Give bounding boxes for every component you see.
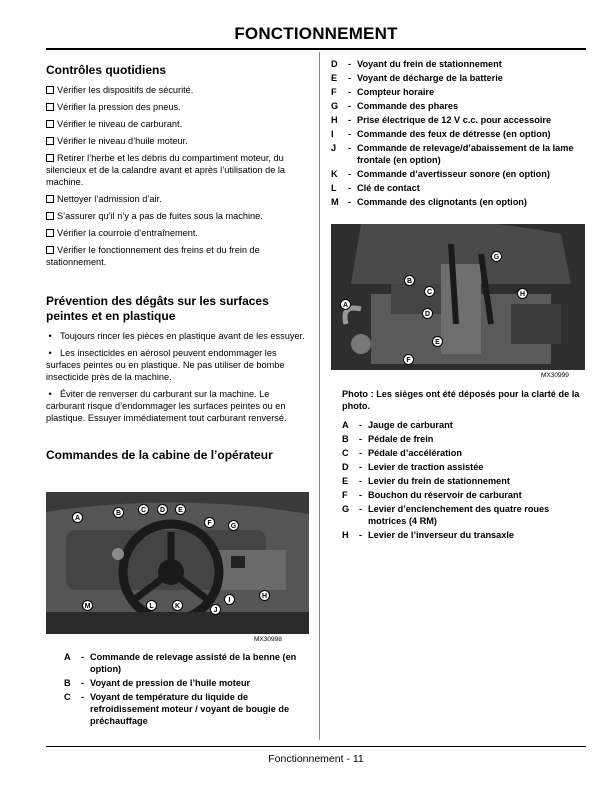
checkbox-icon — [46, 120, 54, 128]
callout-i: I — [224, 594, 235, 605]
callout-b: B — [404, 275, 415, 286]
callout-l: L — [146, 600, 157, 611]
legend-item: G - Levier d’enclenchement des quatre roues motrices (4 RM) — [342, 504, 550, 526]
legend-item: A - Commande de relevage assisté de la benne (en option) — [64, 652, 297, 674]
legend-item: C - Pédale d’accélération — [342, 448, 462, 458]
check-item: Retirer l’herbe et les débris du compartiment moteur, du silencieux et de la calandre avant et après l’utilisation de la machine. — [46, 153, 286, 187]
check-item: S’assurer qu’il n’y a pas de fuites sous la machine. — [46, 210, 308, 222]
legend-item: H - Levier de l’inverseur du transaxle — [342, 530, 515, 540]
daily-checks-title: Contrôles quotidiens — [46, 63, 166, 77]
legend-item: C - Voyant de température du liquide de refroidissement moteur / voyant de bougie de préchauffage — [64, 692, 290, 726]
callout-h: H — [517, 288, 528, 299]
callout-a: A — [72, 512, 83, 523]
check-item: Vérifier le fonctionnement des freins et du frein de stationnement. — [46, 245, 260, 267]
floor-controls-illustration — [331, 224, 585, 370]
checkbox-icon — [46, 229, 54, 237]
right-column — [331, 58, 586, 210]
checkbox-icon — [46, 154, 54, 162]
callout-a: A — [340, 299, 351, 310]
callout-g: G — [228, 520, 239, 531]
legend-item: F - Bouchon du réservoir de carburant — [342, 490, 522, 500]
legend-item: J - Commande de relevage/d’abaissement de la lame frontale (en option) — [331, 143, 574, 165]
callout-e: E — [432, 336, 443, 347]
checkbox-icon — [46, 86, 54, 94]
callout-d: D — [422, 308, 433, 319]
checkbox-icon — [46, 246, 54, 254]
legend-item: L - Clé de contact — [331, 183, 420, 193]
callout-h: H — [259, 590, 270, 601]
legend-item: G - Commande des phares — [331, 101, 459, 111]
legend-item: K - Commande d’avertisseur sonore (en option) — [331, 169, 550, 179]
prevention-title: Prévention des dégâts sur les surfaces peintes et en plastique — [46, 294, 269, 323]
legend-item: D - Voyant du frein de stationnement — [331, 59, 502, 69]
cab-legend-list-continued — [331, 58, 586, 208]
callout-k: K — [172, 600, 183, 611]
legend-item: E - Voyant de décharge de la batterie — [331, 73, 503, 83]
legend-item: H - Prise électrique de 12 V c.c. pour accessoire — [331, 115, 552, 125]
legend-item: D - Levier de traction assistée — [342, 462, 484, 472]
callout-g: G — [491, 251, 502, 262]
column-divider — [319, 52, 320, 740]
bullet-item: • Éviter de renverser du carburant sur la machine. Le carburant risque d’endommager les surfaces peintes ou en plastique. Essuyer immédiatement tout carburant renversé. — [46, 389, 287, 423]
floor-photo — [331, 224, 585, 370]
page-header: FONCTIONNEMENT — [234, 24, 398, 43]
callout-e: E — [175, 504, 186, 515]
check-item: Vérifier les dispositifs de sécurité. — [46, 84, 308, 96]
callout-m: M — [82, 600, 93, 611]
callout-f: F — [204, 517, 215, 528]
legend-item: I - Commande des feux de détresse (en option) — [331, 129, 551, 139]
cab-controls-title: Commandes de la cabine de l’opérateur — [46, 448, 273, 462]
callout-b: B — [113, 507, 124, 518]
bullet-item: • Les insecticides en aérosol peuvent endommager les surfaces peintes ou en plastique. Ne pas utiliser de bombe insecticide près de la machine. — [46, 348, 285, 382]
checkbox-icon — [46, 195, 54, 203]
header-rule — [46, 48, 586, 50]
legend-item: E - Levier du frein de stationnement — [342, 476, 510, 486]
checkbox-icon — [46, 212, 54, 220]
daily-checks-list — [46, 84, 308, 268]
check-item: Vérifier le niveau de carburant. — [46, 118, 308, 130]
bullet-item: • Toujours rincer les pièces en plastique avant de les essuyer. — [46, 331, 305, 341]
cab-photo — [46, 492, 309, 634]
legend-item: B - Voyant de pression de l’huile moteur — [64, 678, 251, 688]
check-item: Vérifier le niveau d’huile moteur. — [46, 135, 308, 147]
callout-c: C — [424, 286, 435, 297]
legend-item: M - Commande des clignotants (en option) — [331, 197, 527, 207]
legend-item: A - Jauge de carburant — [342, 420, 453, 430]
callout-c: C — [138, 504, 149, 515]
legend-item: B - Pédale de frein — [342, 434, 434, 444]
prevention-list — [46, 330, 308, 424]
callout-d: D — [157, 504, 168, 515]
checkbox-icon — [46, 137, 54, 145]
page-footer: Fonctionnement - 11 — [268, 753, 364, 765]
left-column — [46, 63, 308, 469]
cab-legend-list — [64, 651, 309, 729]
check-item: Vérifier la courroie d’entraînement. — [46, 227, 308, 239]
callout-j: J — [210, 604, 221, 615]
legend-item: F - Compteur horaire — [331, 87, 435, 97]
footer-rule — [46, 746, 586, 747]
callout-f: F — [403, 354, 414, 365]
check-item: Vérifier la pression des pneus. — [46, 101, 308, 113]
floor-legend-list — [342, 419, 586, 541]
floor-section — [342, 388, 586, 543]
floor-figure-code: MX30999 — [541, 372, 569, 379]
check-item: Nettoyer l’admission d’air. — [46, 193, 308, 205]
cab-figure-code: MX30998 — [254, 636, 282, 643]
floor-photo-caption: Photo : Les sièges ont été déposés pour la clarté de la photo. — [342, 389, 580, 411]
checkbox-icon — [46, 103, 54, 111]
